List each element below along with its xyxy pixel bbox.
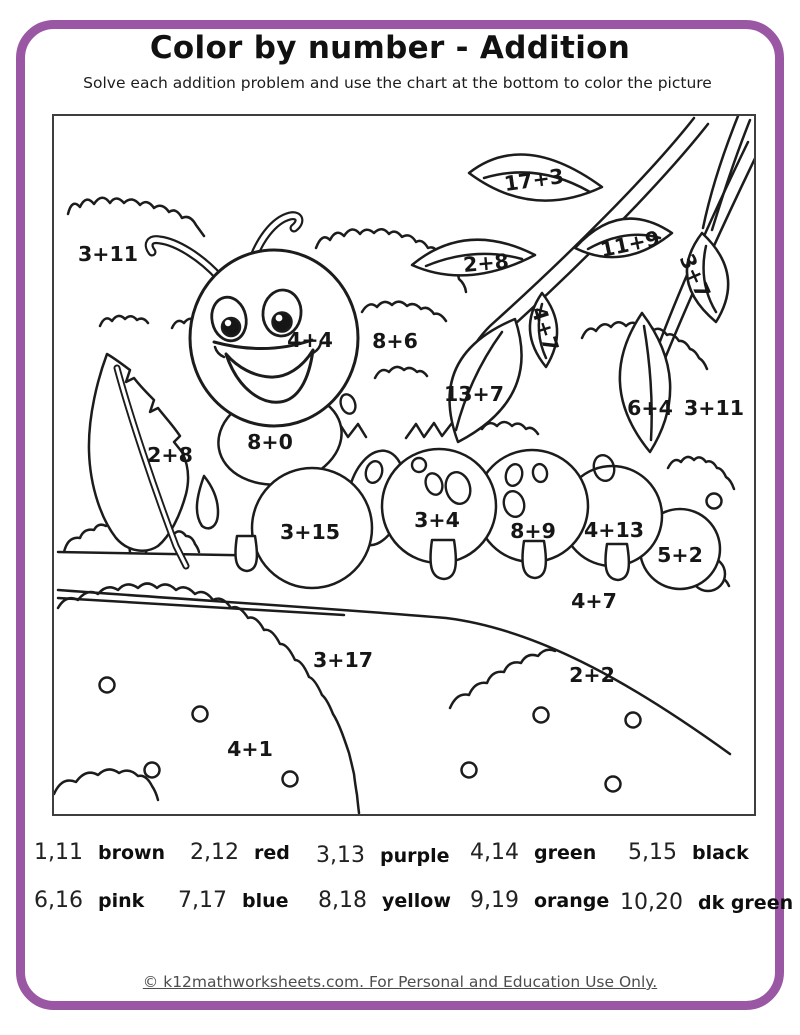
legend-color-name: blue (241, 890, 289, 912)
legend-color-name: orange (533, 890, 610, 912)
legend-numbers: 9,19 (470, 888, 519, 913)
legend-color-name: yellow (381, 890, 451, 912)
math-problem: 3+4 (414, 508, 460, 532)
legend-numbers: 8,18 (318, 888, 367, 913)
page-title: Color by number - Addition (149, 30, 631, 66)
footer-copyright-link[interactable]: © k12mathworksheets.com. For Personal and Education Use Only. (142, 973, 658, 991)
math-problem: 4+13 (584, 518, 644, 542)
legend-item (628, 840, 749, 865)
legend-color-name: red (253, 842, 290, 864)
legend-numbers: 10,20 (620, 890, 683, 915)
legend-item (34, 888, 144, 913)
math-problem: 2+8 (462, 249, 510, 277)
math-problem: 3+11 (78, 242, 138, 266)
math-problem: 2+8 (147, 443, 193, 467)
math-problem: 11+9 (598, 226, 662, 262)
legend-item (470, 840, 596, 865)
legend-numbers: 6,16 (34, 888, 83, 913)
legend-numbers: 1,11 (34, 840, 83, 865)
legend-numbers: 3,13 (316, 843, 365, 868)
math-problem: 8+6 (372, 329, 418, 353)
math-problem: 5+2 (657, 543, 703, 567)
math-problem: 2+2 (569, 663, 615, 687)
legend-numbers: 4,14 (470, 840, 519, 865)
legend-item (470, 888, 609, 913)
math-problem: 8+9 (510, 519, 556, 543)
legend-item (190, 840, 290, 865)
math-problem: 3+11 (684, 396, 744, 420)
legend-item (178, 888, 289, 913)
math-problem: 8+0 (247, 430, 293, 454)
math-problem: 4+4 (287, 328, 333, 352)
legend-item (318, 888, 451, 913)
legend-numbers: 2,12 (190, 840, 239, 865)
math-problem: 3+17 (313, 648, 373, 672)
legend-color-name: brown (97, 842, 166, 864)
legend-color-name: purple (379, 845, 450, 867)
math-problem: 17+3 (502, 163, 566, 197)
math-problem: 3+7 (674, 250, 716, 302)
math-problem: 4+7 (526, 303, 564, 355)
legend-color-name: black (691, 842, 749, 864)
legend-color-name: pink (97, 890, 145, 912)
legend-item (316, 843, 449, 868)
legend-numbers: 7,17 (178, 888, 227, 913)
math-problem: 6+4 (627, 396, 673, 420)
coloring-picture-frame (52, 114, 756, 816)
legend-item (620, 890, 793, 915)
math-problem: 13+7 (444, 382, 504, 406)
legend-color-name: green (533, 842, 597, 864)
legend-numbers: 5,15 (628, 840, 677, 865)
page-subtitle: Solve each addition problem and use the chart at the bottom to color the picture (83, 74, 712, 92)
legend-item (34, 840, 165, 865)
legend-color-name: dk green (697, 892, 794, 914)
math-problem: 4+7 (571, 589, 617, 613)
math-problem: 3+15 (280, 520, 340, 544)
coloring-picture (54, 116, 754, 814)
math-problem: 4+1 (227, 737, 273, 761)
